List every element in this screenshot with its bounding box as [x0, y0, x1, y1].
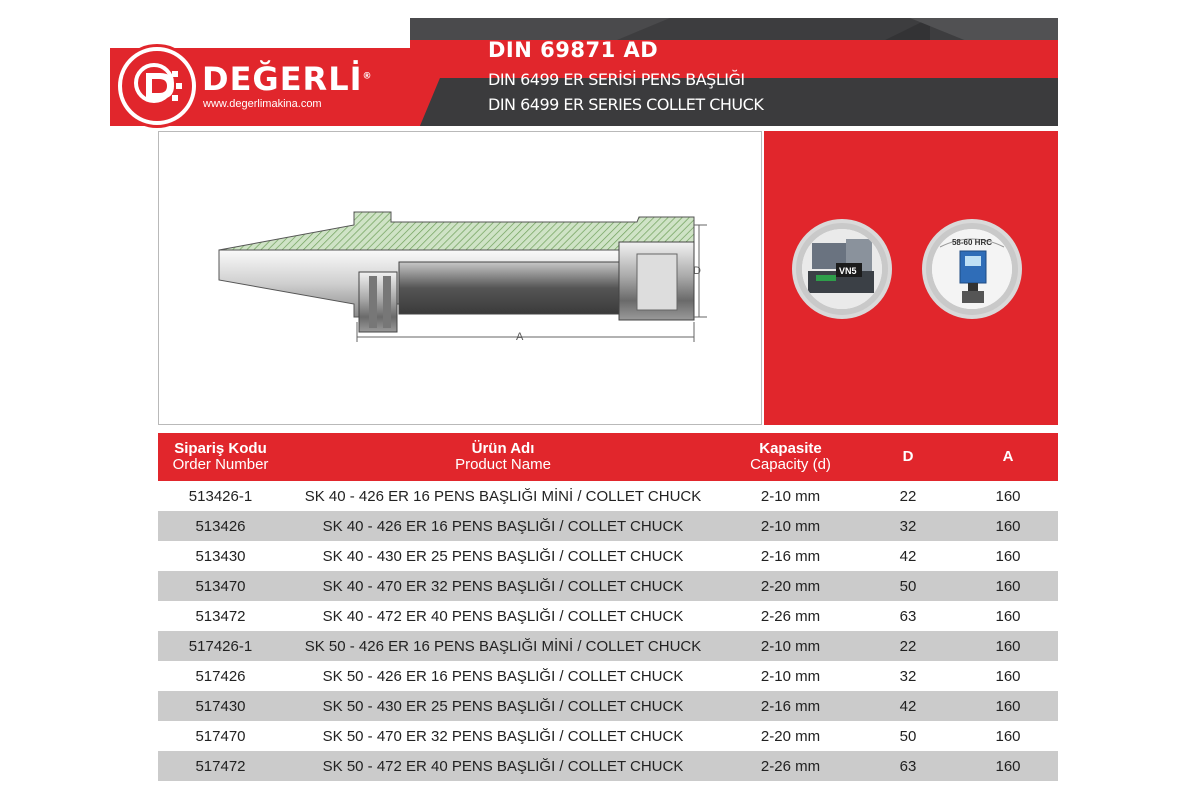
subtitle-english: DIN 6499 ER SERIES COLLET CHUCK — [488, 95, 764, 114]
dimension-d: 50 — [858, 721, 958, 751]
dimension-a: 160 — [958, 481, 1058, 511]
dimension-a: 160 — [958, 751, 1058, 781]
table-row — [158, 691, 1058, 721]
hardness-tester-icon — [932, 229, 1012, 309]
product-name: SK 50 - 426 ER 16 PENS BAŞLIĞI / COLLET CHUCK — [283, 661, 723, 691]
dimension-a: 160 — [958, 571, 1058, 601]
table-row — [158, 601, 1058, 631]
product-table — [158, 433, 1058, 781]
machine-label: VN5 — [839, 266, 857, 276]
column-d: D — [858, 433, 958, 481]
hardness-badge — [922, 219, 1022, 319]
order-number: 517470 — [158, 721, 283, 751]
machine-badge — [792, 219, 892, 319]
order-number: 513430 — [158, 541, 283, 571]
column-a: A — [958, 433, 1058, 481]
dimension-d: 50 — [858, 571, 958, 601]
capacity: 2-10 mm — [723, 661, 858, 691]
dimension-a-label: A — [516, 331, 524, 343]
product-name: SK 50 - 430 ER 25 PENS BAŞLIĞI / COLLET CHUCK — [283, 691, 723, 721]
collet-chuck-drawing — [159, 132, 761, 424]
subtitle-turkish: DIN 6499 ER SERİSİ PENS BAŞLIĞI — [488, 70, 745, 89]
dimension-a: 160 — [958, 721, 1058, 751]
table-row — [158, 511, 1058, 541]
capacity: 2-10 mm — [723, 511, 858, 541]
table-row — [158, 481, 1058, 511]
capacity: 2-10 mm — [723, 631, 858, 661]
capacity: 2-10 mm — [723, 481, 858, 511]
table-row — [158, 751, 1058, 781]
product-name: SK 50 - 470 ER 32 PENS BAŞLIĞI / COLLET CHUCK — [283, 721, 723, 751]
table-header-row — [158, 433, 1058, 481]
brand-name: DEĞERLİ® — [202, 60, 373, 98]
capacity: 2-20 mm — [723, 571, 858, 601]
dimension-d: 32 — [858, 511, 958, 541]
machine-icon — [802, 229, 882, 309]
dimension-a: 160 — [958, 631, 1058, 661]
column-capacity: Kapasite Capacity (d) — [723, 433, 858, 481]
order-number: 513426-1 — [158, 481, 283, 511]
order-number: 513470 — [158, 571, 283, 601]
brand-logo — [118, 47, 196, 125]
product-name: SK 50 - 426 ER 16 PENS BAŞLIĞI MİNİ / COLLET CHUCK — [283, 631, 723, 661]
table-row — [158, 541, 1058, 571]
order-number: 517430 — [158, 691, 283, 721]
column-order-number: Sipariş Kodu Order Number — [158, 433, 283, 481]
dimension-d-label: D — [693, 265, 701, 277]
order-number: 517472 — [158, 751, 283, 781]
dimension-d: 22 — [858, 631, 958, 661]
capacity: 2-26 mm — [723, 601, 858, 631]
dimension-a: 160 — [958, 601, 1058, 631]
table-row — [158, 721, 1058, 751]
dimension-a: 160 — [958, 541, 1058, 571]
technical-drawing-panel — [158, 131, 762, 425]
dimension-a: 160 — [958, 661, 1058, 691]
product-name: SK 40 - 470 ER 32 PENS BAŞLIĞI / COLLET CHUCK — [283, 571, 723, 601]
gear-logo-icon — [122, 51, 192, 121]
capacity: 2-20 mm — [723, 721, 858, 751]
dimension-d: 42 — [858, 541, 958, 571]
product-name: SK 50 - 472 ER 40 PENS BAŞLIĞI / COLLET CHUCK — [283, 751, 723, 781]
dimension-d: 63 — [858, 601, 958, 631]
table-row — [158, 631, 1058, 661]
product-name: SK 40 - 426 ER 16 PENS BAŞLIĞI / COLLET CHUCK — [283, 511, 723, 541]
standard-title: DIN 69871 AD — [488, 38, 659, 62]
table-row — [158, 571, 1058, 601]
column-product-name: Ürün Adı Product Name — [283, 433, 723, 481]
capacity: 2-26 mm — [723, 751, 858, 781]
dimension-d: 22 — [858, 481, 958, 511]
dimension-d: 32 — [858, 661, 958, 691]
product-name: SK 40 - 430 ER 25 PENS BAŞLIĞI / COLLET CHUCK — [283, 541, 723, 571]
dimension-a: 160 — [958, 511, 1058, 541]
table-row — [158, 661, 1058, 691]
order-number: 517426-1 — [158, 631, 283, 661]
dimension-d: 63 — [858, 751, 958, 781]
order-number: 517426 — [158, 661, 283, 691]
feature-badges-panel — [764, 131, 1058, 425]
order-number: 513426 — [158, 511, 283, 541]
product-name: SK 40 - 426 ER 16 PENS BAŞLIĞI MİNİ / COLLET CHUCK — [283, 481, 723, 511]
capacity: 2-16 mm — [723, 691, 858, 721]
hardness-label: 58-60 HRC — [951, 238, 993, 247]
page-header — [110, 18, 1058, 126]
dimension-d: 42 — [858, 691, 958, 721]
product-name: SK 40 - 472 ER 40 PENS BAŞLIĞI / COLLET CHUCK — [283, 601, 723, 631]
capacity: 2-16 mm — [723, 541, 858, 571]
website-link: www.degerlimakina.com — [203, 98, 322, 110]
dimension-a: 160 — [958, 691, 1058, 721]
order-number: 513472 — [158, 601, 283, 631]
